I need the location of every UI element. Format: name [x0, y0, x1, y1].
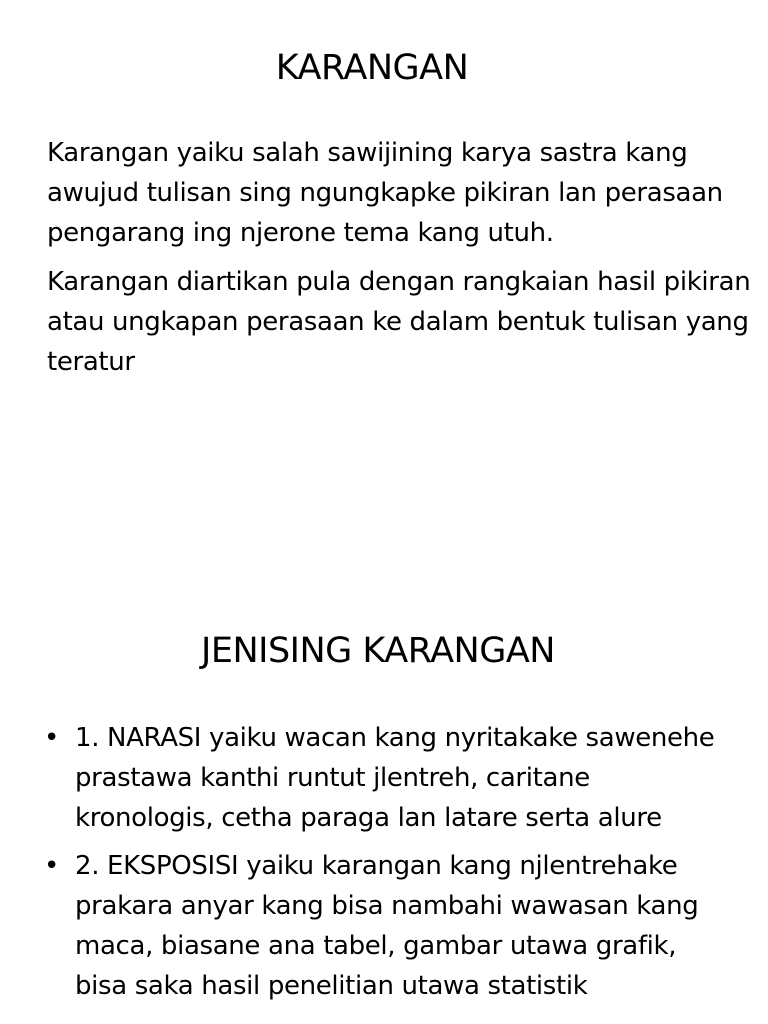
list-item-eksposisi: [0, 846, 768, 1006]
slide-title: KARANGAN: [275, 48, 469, 88]
definition-paragraph-1: Karangan yaiku salah sawijining karya sastra kang awujud tulisan sing ngungkapke pikiran lan perasaan pengarang ing njerone tema kang utuh.: [47, 138, 723, 248]
slide-title: JENISING KARANGAN: [201, 631, 555, 671]
list-item-text: 2. EKSPOSISI yaiku karangan kang njlentrehake prakara anyar kang bisa nambahi wawasan kang maca, biasane ana tabel, gambar utawa grafik, bisa saka hasil penelitian utawa statistik: [75, 851, 699, 1001]
list-item-narasi: [0, 718, 768, 838]
karangan-types-list: [0, 718, 768, 1014]
bullet-icon: •: [44, 723, 59, 753]
slide-jenising-karangan: [0, 576, 768, 1024]
list-item-text: 1. NARASI yaiku wacan kang nyritakake sawenehe prastawa kanthi runtut jlentreh, caritane kronologis, cetha paraga lan latare serta alure: [75, 723, 715, 833]
bullet-icon: •: [44, 851, 59, 881]
definition-paragraph-2: Karangan diartikan pula dengan rangkaian hasil pikiran atau ungkapan perasaan ke dalam bentuk tulisan yang teratur: [47, 267, 751, 377]
